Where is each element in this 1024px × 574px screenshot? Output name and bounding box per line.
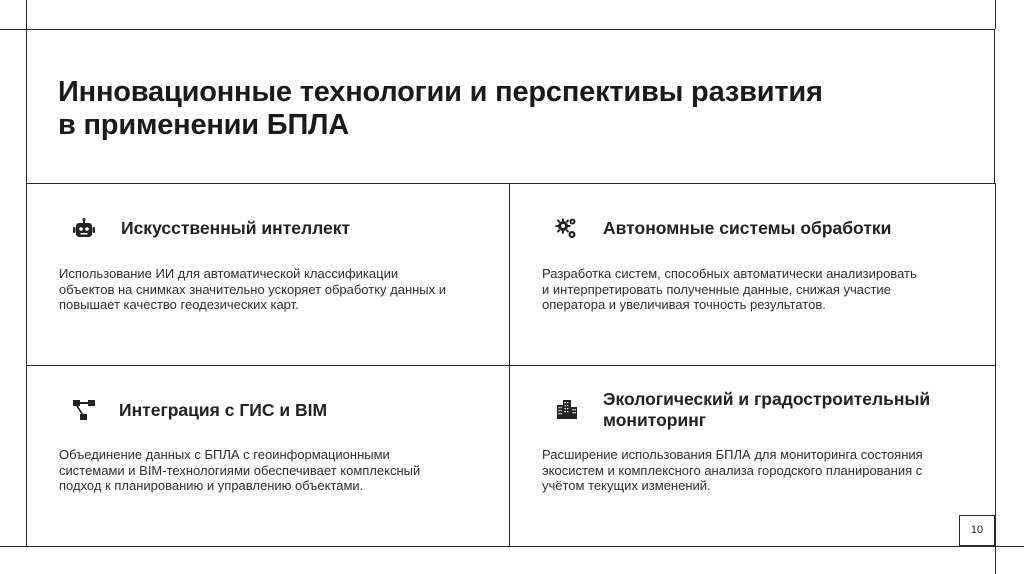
card-autonomous-text: Разработка систем, способных автоматически анализировать и интерпретировать полученные данные, снижая участие оператора и увеличивая точность результатов. (542, 266, 917, 312)
slide-title-line-1: Инновационные технологии и перспективы развития (58, 76, 823, 108)
top-left-vertical-line (26, 0, 27, 29)
grid-middle-line (26, 365, 996, 366)
card-ai-title: Искусственный интеллект (121, 218, 351, 238)
card-gis-text: Объединение данных с БПЛА с геоинформационными системами и BIM-технологиями обеспечивает комплексный подход к планированию и управлению объектами. (59, 447, 421, 493)
page-number: 10 (959, 515, 995, 546)
city-icon (555, 397, 579, 421)
gears-icon (554, 216, 578, 240)
card-ai-text: Использование ИИ для автоматической классификации объектов на снимках значительно ускоряет обработку данных и повышает качество геодезических карт. (59, 266, 447, 312)
grid-bottom-line (26, 546, 996, 547)
grid-right-line (995, 183, 996, 574)
right-border-extension (995, 0, 996, 29)
bottom-left-extension (0, 546, 26, 547)
card-ecology-text: Расширение использования БПЛА для мониторинга состояния экосистем и комплексного анализа городского планирования с учётом текущих изменений. (542, 447, 923, 493)
grid-left-line (26, 183, 27, 547)
network-icon (72, 398, 96, 422)
bottom-right-extension (995, 546, 1024, 547)
grid-center-line (509, 183, 510, 547)
slide-title (58, 76, 823, 142)
card-ecology-title: Экологический и градостроительный мониторинг (603, 389, 931, 430)
top-left-border-line (0, 29, 26, 30)
card-gis-title: Интеграция с ГИС и BIM (119, 400, 328, 420)
robot-icon (72, 217, 96, 241)
card-autonomous-title: Автономные системы обработки (603, 218, 892, 238)
grid-top-line (26, 183, 996, 184)
slide-title-line-2: в применении БПЛА (58, 109, 349, 141)
